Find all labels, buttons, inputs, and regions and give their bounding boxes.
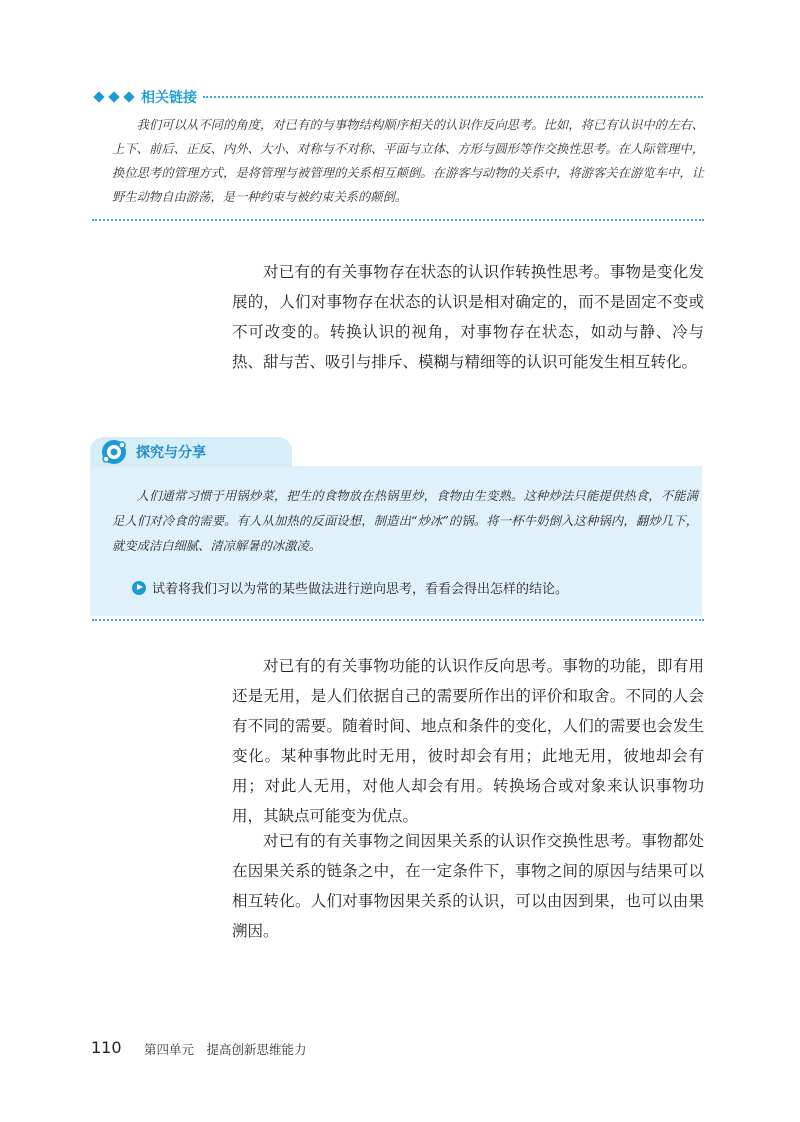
related-link-header (93, 86, 703, 108)
diamond-bullets-icon (93, 93, 135, 101)
play-arrow-icon (132, 581, 146, 595)
explore-share-header (90, 437, 292, 467)
paragraph-state-conversion: 对已有的有关事物存在状态的认识作转换性思考。事物是变化发展的，人们对事物存在状态的认识是相对确定的，而不是固定不变或不可改变的。转换认识的视角，对事物存在状态，如动与静、冷与热、甜与苦、吸引与排斥、模糊与精细等的认识可能发生相互转化。 (232, 263, 704, 371)
page-number: 110 (91, 1038, 122, 1057)
explore-task-text: 试着将我们习以为常的某些做法进行逆向思考，看看会得出怎样的结论。 (152, 582, 569, 597)
dotted-divider (92, 619, 704, 621)
paragraph-function-reverse: 对已有的有关事物功能的认识作反向思考。事物的功能，即有用还是无用，是人们依据自己的需要所作出的评价和取舍。不同的人会有不同的需要。随着时间、地点和条件的变化，人们的需要也会发生变化。某种事物此时无用，彼时却会有用；此地无用，彼地却会有用；对此人无用，对他人却会有用。转换场合或对象来认识事物功用，其缺点可能变为优点。 (232, 657, 704, 825)
dotted-divider (203, 96, 703, 98)
paragraph-causality: 对已有的有关事物之间因果关系的认识作交换性思考。事物都处在因果关系的链条之中，在一定条件下，事物之间的原因与结果可以相互转化。人们对事物因果关系的认识，可以由因到果，也可以由果溯因。 (232, 832, 704, 940)
related-link-title: 相关链接 (141, 90, 197, 106)
explore-share-body: 人们通常习惯于用锅炒菜，把生的食物放在热锅里炒，食物由生变熟。这种炒法只能提供热食，不能满足人们对冷食的需要。有人从加热的反面设想，制造出“炒冰”的锅。将一杯牛奶倒入这种锅内，翻炒几下，就变成洁白细腻、清凉解暑的冰激凌。 (112, 489, 698, 553)
explore-share-icon (100, 438, 128, 466)
unit-title: 第四单元 提高创新思维能力 (144, 1042, 307, 1057)
dotted-divider (92, 219, 704, 221)
related-link-body: 我们可以从不同的角度，对已有的与事物结构顺序相关的认识作反向思考。比如，将已有认识中的左右、上下、前后、正反、内外、大小、对称与不对称、平面与立体、方形与圆形等作交换性思考。在人际管理中，换位思考的管理方式，是将管理与被管理的关系相互颠倒。在游客与动物的关系中，将游客关在游览车中，让野生动物自由游荡，是一种约束与被约束关系的颠倒。 (112, 118, 704, 204)
explore-task (132, 578, 568, 597)
explore-share-title: 探究与分享 (136, 445, 206, 461)
